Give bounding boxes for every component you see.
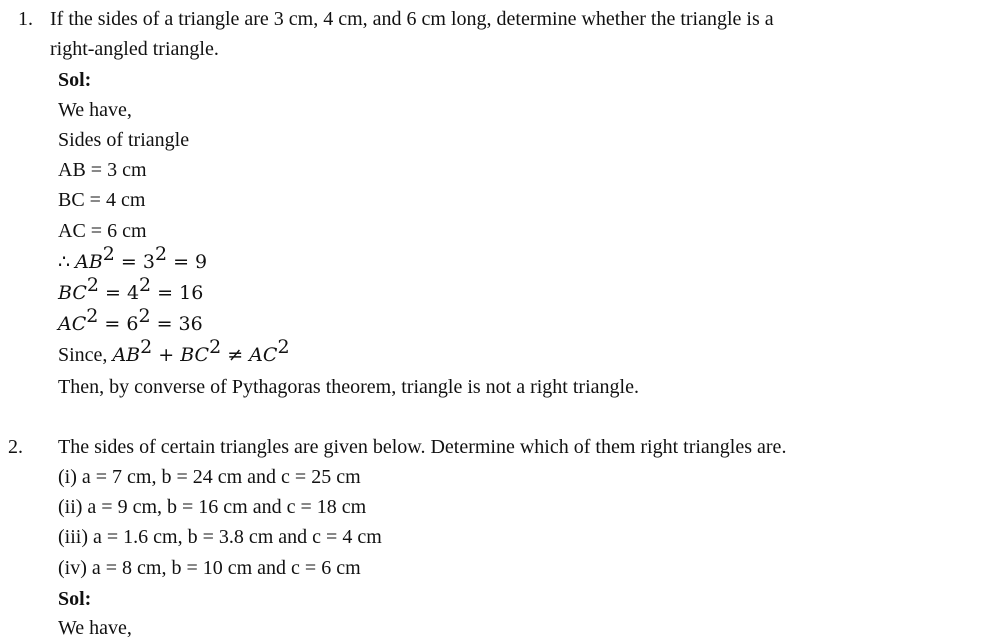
question-text-line-2: right-angled triangle. [50, 38, 219, 60]
solution-label: Sol: [58, 588, 92, 610]
equation-bc-squared: $BC^2 = 4^2 = 16$ [58, 274, 204, 304]
therefore-symbol: ∴ [58, 251, 71, 273]
question-text: The sides of certain triangles are given below. Determine which of them right triangles are. [58, 436, 787, 458]
inequality-statement: Since, $AB^2 + BC^2 \ne AC^2$ [58, 336, 290, 366]
solution-line: We have, [58, 617, 132, 639]
side-ac: AC = 6 cm [58, 220, 147, 242]
question-number: 1. [18, 8, 33, 30]
option-item: (i) a = 7 cm, b = 24 cm and c = 25 cm [58, 466, 361, 488]
conclusion: Then, by converse of Pythagoras theorem, triangle is not a right triangle. [58, 376, 639, 398]
question-text-line-1: If the sides of a triangle are 3 cm, 4 cm, and 6 cm long, determine whether the triangle is a [50, 8, 774, 30]
equation-ab-squared: ∴ $AB^2 = 3^2 = 9$ [58, 243, 208, 273]
equation-ac-squared: $AC^2 = 6^2 = 36$ [58, 305, 203, 335]
side-bc: BC = 4 cm [58, 189, 146, 211]
option-item: (iv) a = 8 cm, b = 10 cm and c = 6 cm [58, 557, 361, 579]
option-item: (iii) a = 1.6 cm, b = 3.8 cm and c = 4 cm [58, 526, 382, 548]
option-item: (ii) a = 9 cm, b = 16 cm and c = 18 cm [58, 496, 367, 518]
question-number: 2. [8, 436, 23, 458]
solution-label: Sol: [58, 69, 92, 91]
side-ab: AB = 3 cm [58, 159, 147, 181]
solution-line: Sides of triangle [58, 129, 190, 151]
solution-line: We have, [58, 99, 132, 121]
